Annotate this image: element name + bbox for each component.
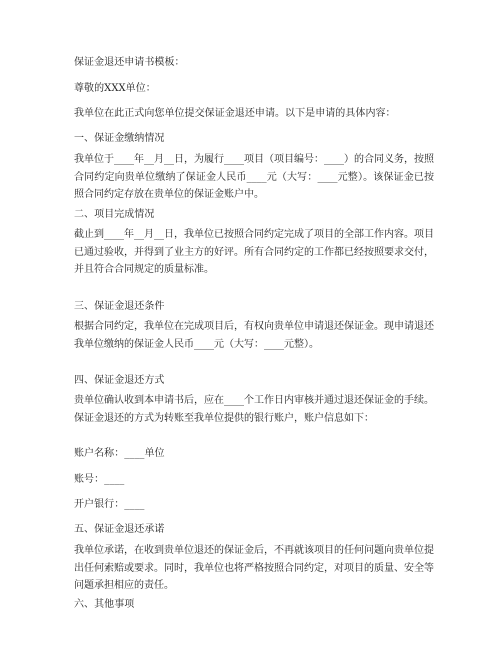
- section-heading-4: 四、保证金退还方式: [74, 375, 165, 386]
- section-heading-1: 一、保证金缴纳情况: [74, 133, 165, 144]
- section-body-2: 截止到____年__月__日，我单位已按照合同约定完成了项目的全部工作内容。项目已通过验收，并得到了业主方的好评。所有合同约定的工作都已经按照要求交付，并且符合合同规定的质量标准。: [74, 229, 434, 275]
- salutation: 尊敬的XXX单位：: [74, 83, 156, 94]
- section-heading-3: 三、保证金退还条件: [74, 301, 165, 312]
- section-body-3: 根据合同约定，我单位在完成项目后，有权向贵单位申请退还保证金。现申请退还我单位缴纳的保证金人民币____元（大写：____元整）。: [74, 321, 434, 350]
- document-title: 保证金退还申请书模板：: [74, 57, 185, 68]
- account-number-line: 账号：____: [74, 474, 125, 485]
- section-body-4: 贵单位确认收到本申请书后，应在____个工作日内审核并通过退还保证金的手续。保证金退还的方式为转账至我单位提供的银行账户，账户信息如下：: [74, 395, 434, 424]
- bank-line: 开户银行：____: [74, 499, 145, 510]
- intro-paragraph: 我单位在此正式向您单位提交保证金退还申请。以下是申请的具体内容：: [74, 108, 396, 119]
- section-heading-6: 六、其他事项: [74, 599, 135, 610]
- section-body-1: 我单位于____年__月__日，为履行____项目（项目编号：____）的合同义务，按照合同约定向贵单位缴纳了保证金人民币____元（大写：____元整）。该保证金已按照合同约定存放在贵单位的保证金账户中。: [74, 154, 434, 200]
- section-heading-5: 五、保证金退还承诺: [74, 524, 165, 535]
- section-body-5: 我单位承诺，在收到贵单位退还的保证金后，不再就该项目的任何问题向贵单位提出任何索赔或要求。同时，我单位也将严格按照合同约定，对项目的质量、安全等问题承担相应的责任。: [74, 545, 434, 591]
- section-heading-2: 二、项目完成情况: [74, 209, 155, 220]
- account-name-line: 账户名称：____单位: [74, 448, 165, 459]
